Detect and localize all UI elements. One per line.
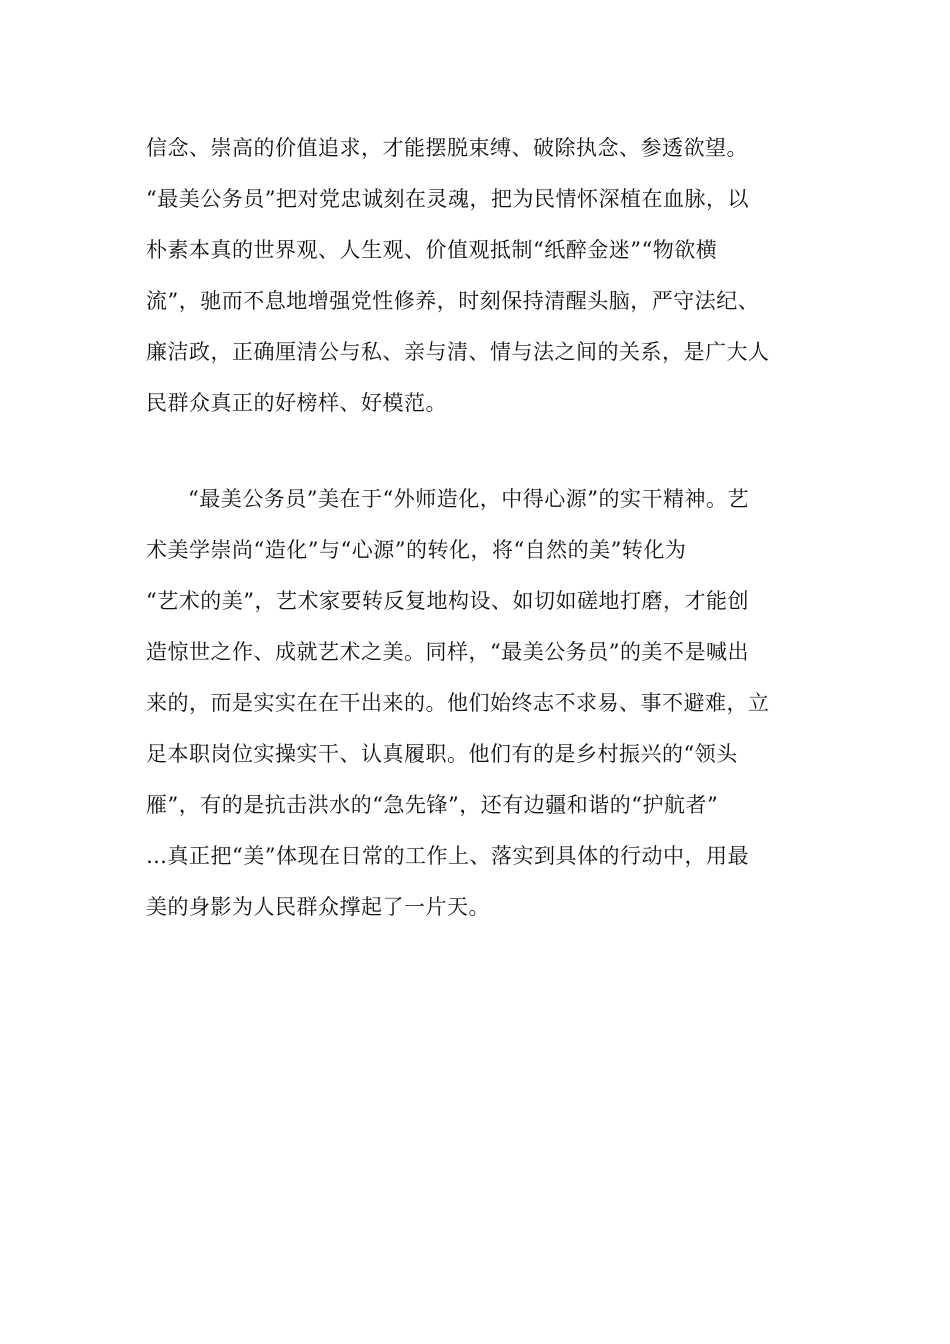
text-line: “最美公务员”把对党忠诚刻在灵魂，把为民情怀深植在血脉，以 <box>146 187 749 211</box>
text-line: 廉洁政，正确厘清公与私、亲与清、情与法之间的关系，是广大人 <box>146 340 770 364</box>
text-line: 足本职岗位实操实干、认真履职。他们有的是乡村振兴的“领头 <box>146 742 738 766</box>
text-line: “最美公务员”美在于“外师造化，中得心源”的实干精神。艺 <box>188 487 749 511</box>
text-line: 朴素本真的世界观、人生观、价值观抵制“纸醉金迷”“物欲横 <box>146 238 718 262</box>
text-line: 美的身影为人民群众撑起了一片天。 <box>146 895 490 919</box>
text-line: “艺术的美”，艺术家要转反复地构设、如切如磋地打磨，才能创 <box>146 589 749 613</box>
text-line: 流”，驰而不息地增强党性修养，时刻保持清醒头脑，严守法纪、 <box>146 289 760 313</box>
text-line: 民群众真正的好榜样、好模范。 <box>146 391 447 415</box>
text-line: …真正把“美”体现在日常的工作上、落实到具体的行动中，用最 <box>146 844 749 868</box>
text-line: 来的，而是实实在在干出来的。他们始终志不求易、事不避难，立 <box>146 691 770 715</box>
text-line: 术美学崇尚“造化”与“心源”的转化，将“自然的美”转化为 <box>146 538 687 562</box>
text-line: 造惊世之作、成就艺术之美。同样，“最美公务员”的美不是喊出 <box>146 640 749 664</box>
text-line: 信念、崇高的价值追求，才能摆脱束缚、破除执念、参透欲望。 <box>146 136 748 160</box>
text-line: 雁”，有的是抗击洪水的“急先锋”，还有边疆和谐的“护航者” <box>146 793 719 817</box>
